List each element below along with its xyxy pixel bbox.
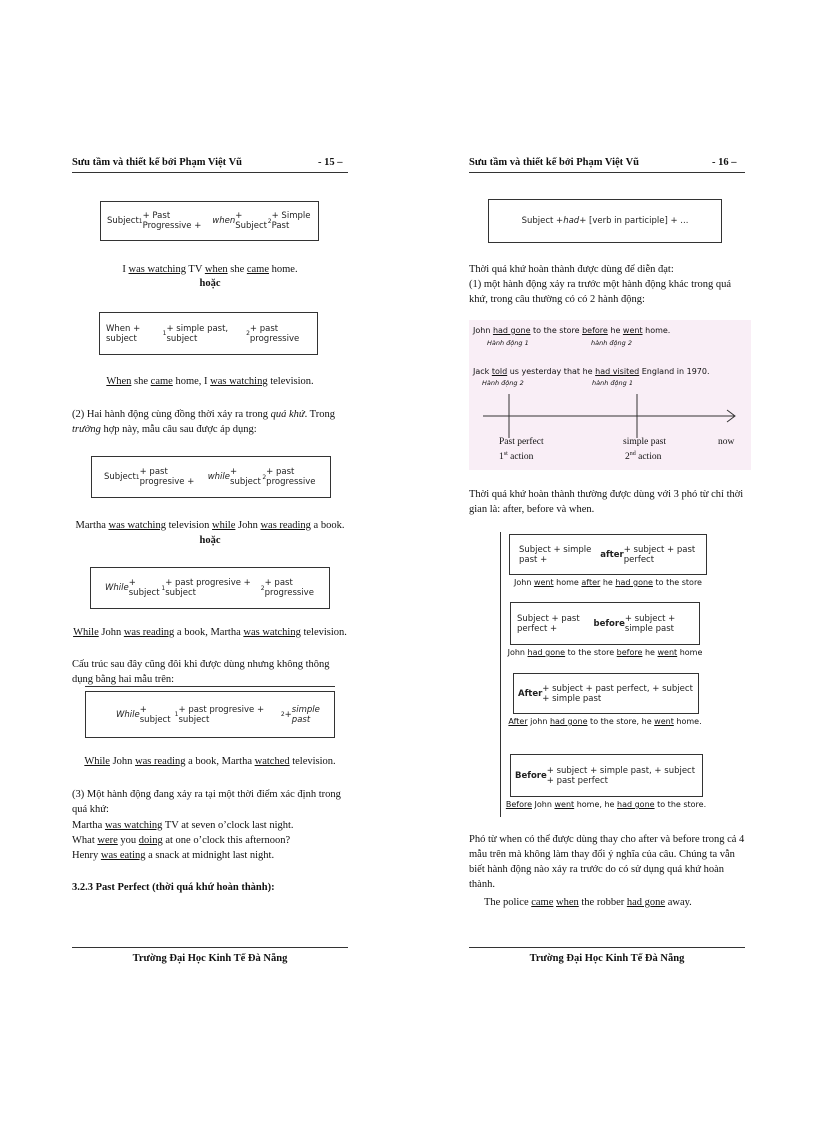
- example-2: When she came home, I was watching television.: [106, 376, 314, 387]
- label-simple-past: simple past: [623, 437, 667, 447]
- diagram-sentence-1: John had gone to the store before he went home.: [473, 326, 671, 335]
- label-first-action: 1st action: [499, 451, 534, 463]
- pattern-box-after-initial: After + subject + past perfect, + subject + simple past: [513, 673, 699, 714]
- right-footer: Trường Đại Học Kinh Tế Đà Nẵng: [529, 953, 685, 964]
- right-paragraph-1: Thời quá khứ hoàn thành được dùng để diễn đạt:: [469, 264, 674, 275]
- diagram-sentence-2: Jack told us yesterday that he had visited England in 1970.: [473, 367, 710, 376]
- diagram-action-2-label: hành động 2: [591, 339, 632, 347]
- example-5: While John was reading a book, Martha watched television.: [84, 756, 336, 767]
- diagram-action-1-label: Hành động 1: [487, 339, 529, 347]
- label-now: now: [718, 437, 735, 447]
- left-header-rule: [72, 172, 348, 173]
- section-heading: 3.2.3 Past Perfect (thời quá khứ hoàn thành):: [72, 882, 275, 893]
- left-page-number: - 15 –: [318, 157, 343, 168]
- label-past-perfect: Past perfect: [499, 437, 544, 447]
- example-3: Martha was watching television while John was reading a book.: [75, 520, 345, 531]
- right-paragraph-3: Thời quá khứ hoàn thành thường được dùng với 3 phó từ chỉ thời gian là: after, before và when.: [469, 489, 744, 515]
- pattern-box-after: Subject + simple past + after + subject + past perfect: [509, 534, 707, 575]
- left-footer-rule: [72, 947, 348, 948]
- example-4: While John was reading a book, Martha was watching television.: [73, 627, 347, 638]
- pattern-box-before: Subject + past perfect + before + subject + simple past: [510, 602, 700, 645]
- formula-box-2: When + subject 1 + simple past, subject 2 + past progressive: [99, 312, 318, 355]
- or-label-2: hoặc: [199, 535, 221, 546]
- or-label-1: hoặc: [199, 278, 221, 289]
- paragraph-4: (3) Một hành động đang xảy ra tại một thời điểm xác định trong quá khứ:: [72, 789, 341, 815]
- right-header-rule: [469, 172, 745, 173]
- pattern-example-before: John had gone to the store before he went home: [507, 648, 703, 657]
- pattern-example-after: John went home after he had gone to the store: [514, 578, 702, 587]
- diagram-action-2b-label: Hành động 2: [482, 379, 524, 387]
- example-8: Henry was eating a snack at midnight last night.: [72, 850, 275, 861]
- paragraph-2: (2) Hai hành động cùng đồng thời xảy ra trong quá khứ. Trong trường hợp này, mẫu câu sau được áp dụng:: [72, 409, 335, 435]
- left-header-title: Sưu tầm và thiết kế bởi Phạm Việt Vũ: [72, 157, 243, 168]
- example-1: I was watching TV when she came home.: [122, 264, 298, 275]
- label-second-action: 2nd action: [625, 451, 662, 463]
- right-paragraph-4: Phó từ when có thể được dùng thay cho after và before trong cả 4 mẫu trên mà không làm thay đổi ý nghĩa của câu. Chúng ta vẫn biết hành động nào xảy ra trước do có sử dụng quá khứ hoàn thành.: [469, 834, 745, 890]
- final-example: The police came when the robber had gone away.: [484, 897, 692, 908]
- paragraph-3: Cấu trúc sau đây cũng đôi khi được dùng nhưng không thông dụng bằng hai mẫu trên:: [72, 659, 330, 685]
- example-6: Martha was watching TV at seven o’clock last night.: [72, 820, 294, 831]
- pattern-box-before-initial: Before + subject + simple past, + subject + past perfect: [510, 754, 703, 797]
- pattern-example-after-initial: After john had gone to the store, he went home.: [508, 717, 702, 726]
- formula-box-1: Subject 1 + Past Progressive + when + Subject 2 + Simple Past: [100, 201, 319, 241]
- right-header-title: Sưu tầm và thiết kế bởi Phạm Việt Vũ: [469, 157, 640, 168]
- right-paragraph-2: (1) một hành động xảy ra trước một hành động khác trong quá khứ, trong câu thường có có 2 hành động:: [469, 279, 732, 305]
- example-7: What were you doing at one o’clock this afternoon?: [72, 835, 291, 846]
- formula-box-5: While + subject 1 + past progresive + subject 2 + simple past: [85, 691, 335, 738]
- formula-box-3: Subject 1 + past progresive + while + subject 2 + past progressive: [91, 456, 331, 498]
- timeline-axis: [469, 320, 751, 470]
- right-page-number: - 16 –: [712, 157, 737, 168]
- pattern-example-before-initial: Before John went home, he had gone to the store.: [505, 800, 707, 809]
- diagram-action-1b-label: hành động 1: [592, 379, 633, 387]
- formula-box-had: Subject + had + [verb in participle] + ...: [488, 199, 722, 243]
- timeline-diagram: [469, 320, 751, 470]
- right-footer-rule: [469, 947, 745, 948]
- box-5-top-rule: [85, 686, 335, 687]
- formula-box-4: While + subject 1 + past progresive + subject 2 + past progressive: [90, 567, 330, 609]
- pattern-group-rule: [500, 532, 501, 817]
- left-footer: Trường Đại Học Kinh Tế Đà Nẵng: [132, 953, 288, 964]
